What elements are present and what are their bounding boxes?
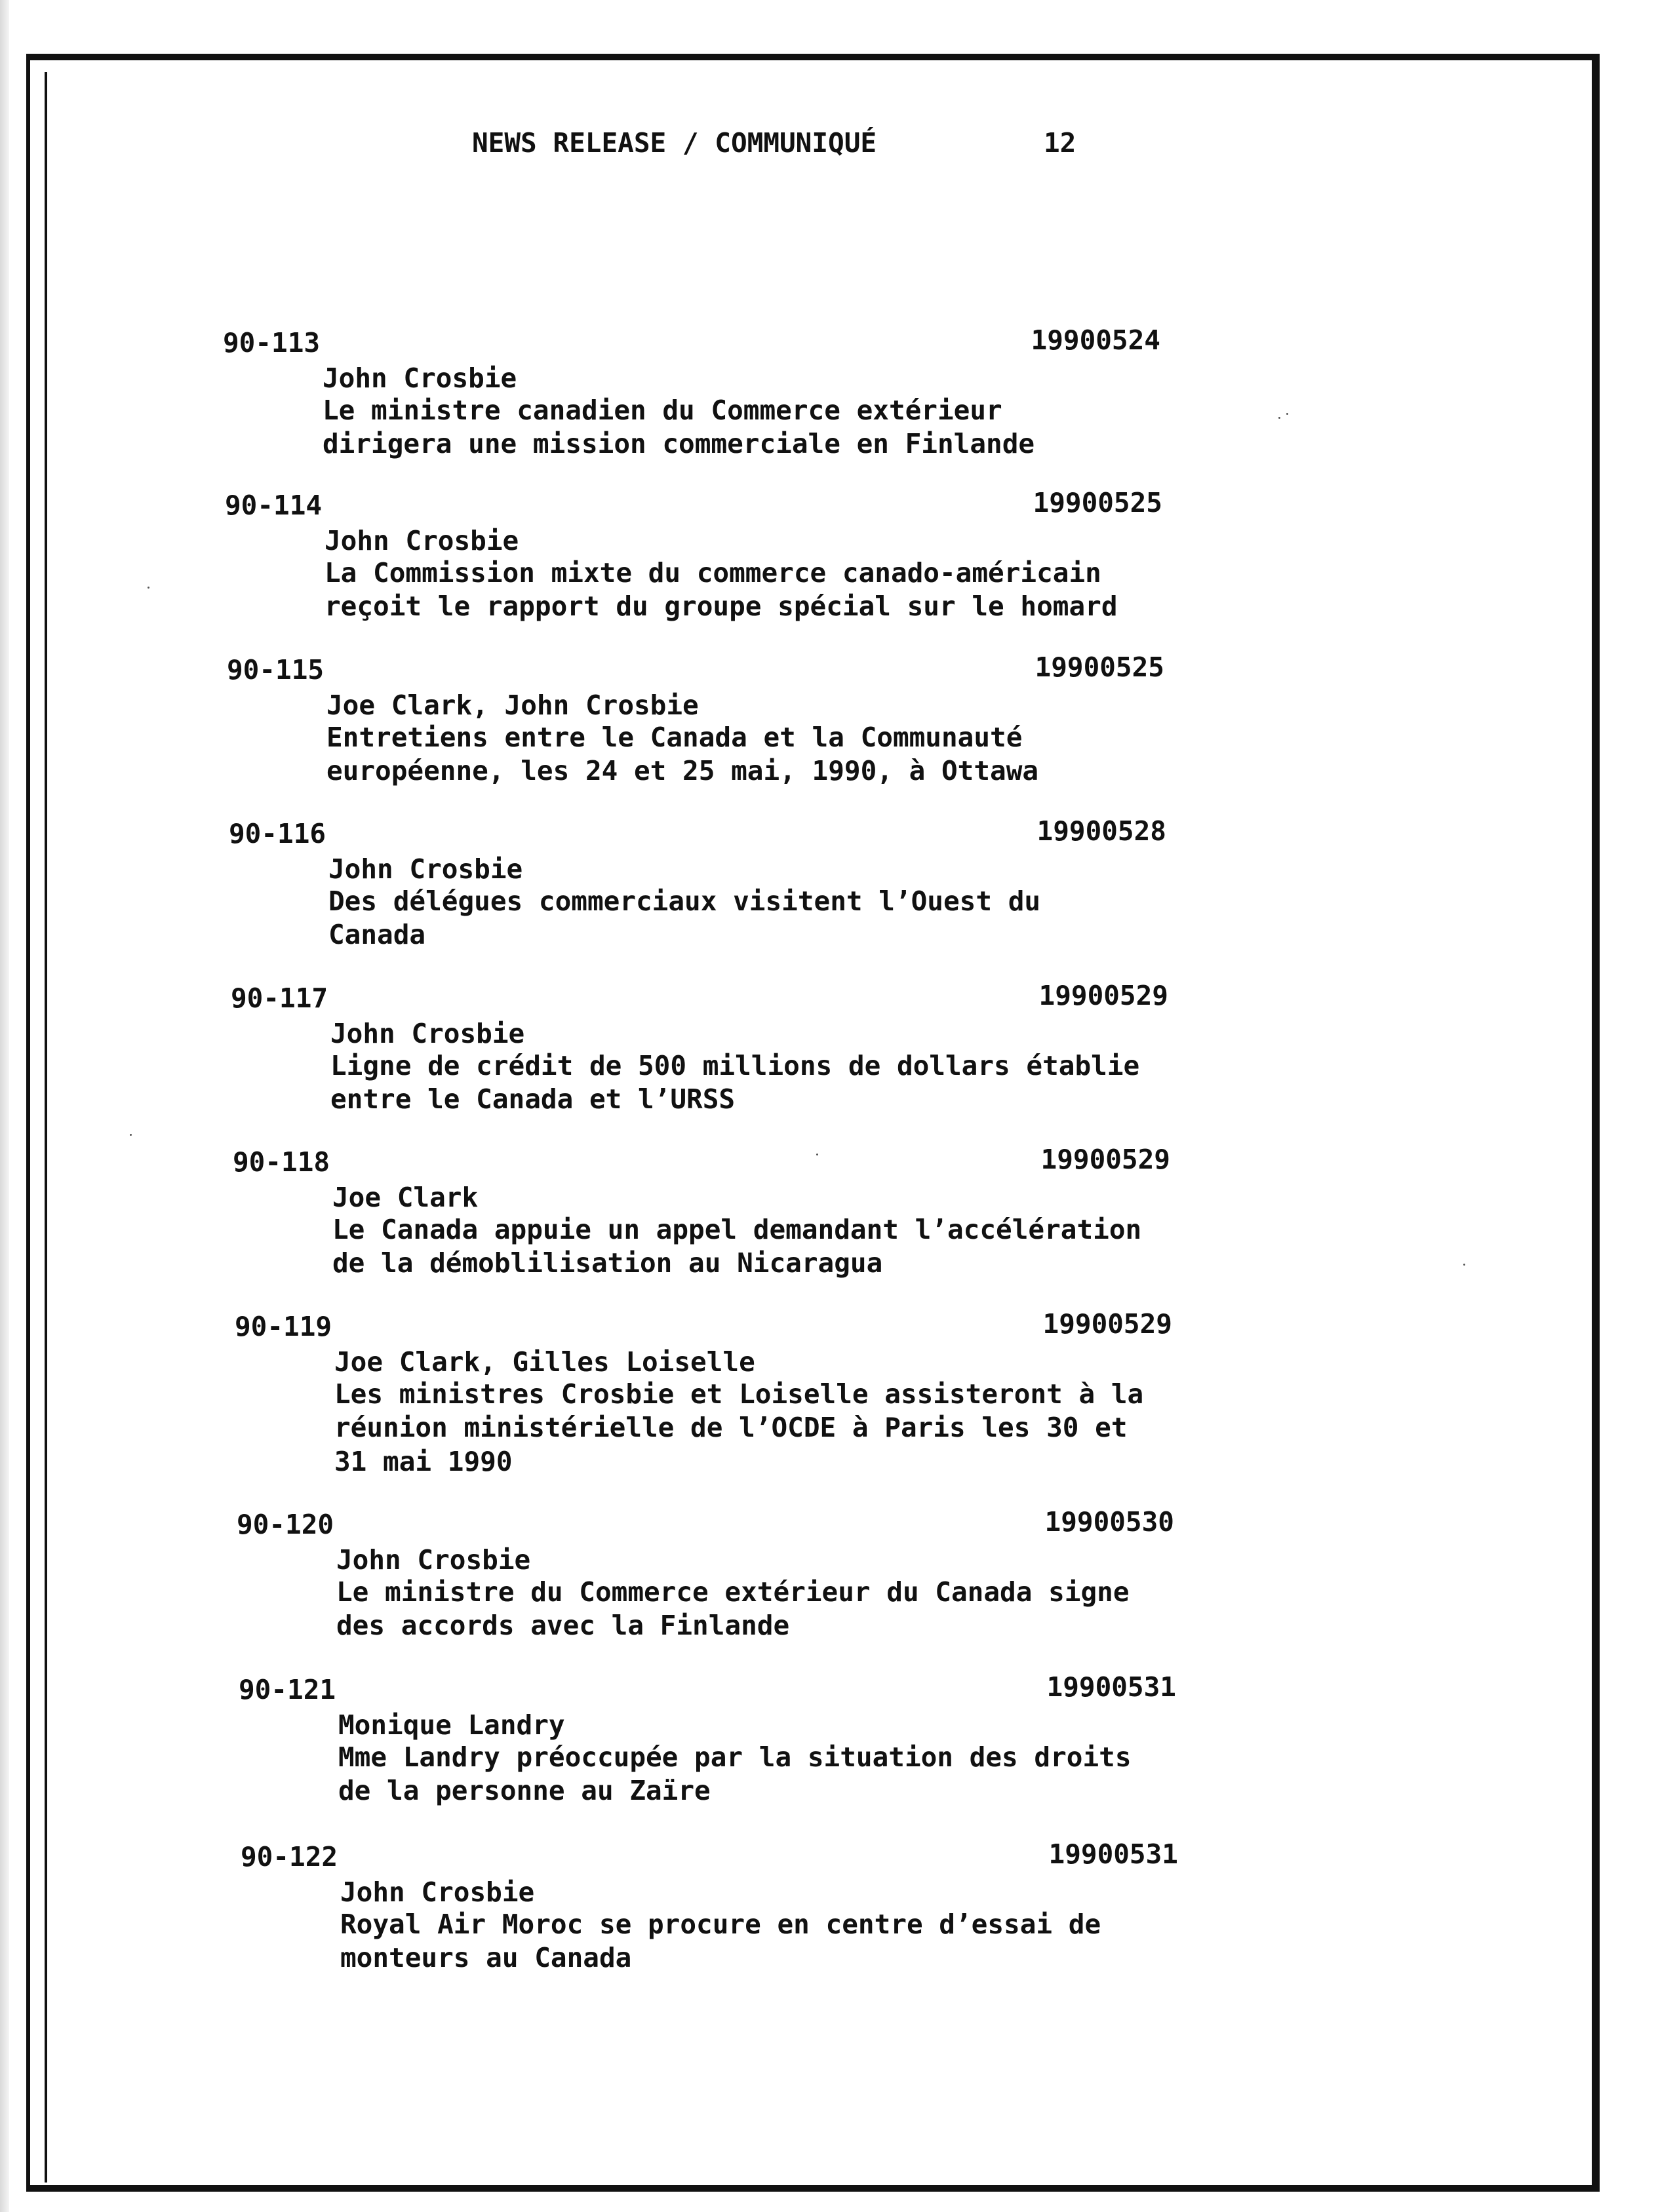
release-title-line: La Commission mixte du commerce canado-américain [325,557,1101,589]
header-title: NEWS RELEASE / COMMUNIQUÉ [472,127,877,159]
release-minister: John Crosbie [325,525,519,556]
release-minister: John Crosbie [323,362,517,394]
release-number: 90-121 [239,1674,336,1705]
release-title-line: Des délégues commerciaux visitent l’Ouest du [328,885,1041,917]
scan-speck [1463,1264,1465,1266]
release-date: 19900529 [1038,980,1168,1011]
release-number: 90-114 [225,490,323,521]
release-title-line: entre le Canada et l’URSS [330,1083,736,1115]
release-title-line: Mme Landry préoccupée par la situation des droits [338,1741,1132,1773]
release-number: 90-116 [229,818,326,849]
release-number: 90-113 [223,327,321,359]
release-minister: John Crosbie [340,1876,535,1908]
release-title-line: Le ministre du Commerce extérieur du Canada signe [336,1576,1130,1608]
release-title-line: des accords avec la Finlande [336,1610,790,1641]
release-date: 19900531 [1048,1838,1178,1870]
release-minister: John Crosbie [330,1018,525,1049]
release-title-line: Entretiens entre le Canada et la Communauté [326,722,1023,753]
release-date: 19900529 [1040,1144,1170,1175]
scan-speck [1278,417,1280,419]
release-minister: Joe Clark [332,1182,479,1213]
release-title-line: réunion ministérielle de l’OCDE à Paris les 30 et [334,1412,1128,1443]
scan-speck [148,587,149,589]
release-title-line: de la démoblilisation au Nicaragua [332,1247,883,1279]
release-title-line: monteurs au Canada [340,1942,632,1973]
release-number: 90-122 [241,1841,338,1872]
release-title-line: reçoit le rapport du groupe spécial sur le homard [325,591,1118,622]
release-title-line: Royal Air Moroc se procure en centre d’essai de [340,1909,1101,1940]
release-title-line: européenne, les 24 et 25 mai, 1990, à Ottawa [326,755,1039,786]
scan-speck [1286,413,1288,415]
release-title-line: Le ministre canadien du Commerce extérieur [323,395,1002,426]
release-date: 19900525 [1035,651,1164,683]
release-title-line: Les ministres Crosbie et Loiselle assisteront à la [334,1378,1144,1410]
release-minister: Joe Clark, Gilles Loiselle [334,1346,755,1378]
release-number: 90-120 [237,1509,334,1540]
page-header [472,127,1324,166]
release-date: 19900529 [1042,1308,1172,1340]
release-number: 90-119 [235,1311,332,1342]
release-title-line: dirigera une mission commerciale en Finlande [323,428,1035,459]
release-number: 90-117 [231,982,328,1014]
release-title-line: Le Canada appuie un appel demandant l’accélération [332,1214,1142,1245]
release-number: 90-118 [233,1146,330,1178]
release-date: 19900524 [1031,324,1160,356]
release-minister: Joe Clark, John Crosbie [326,689,699,721]
release-minister: Monique Landry [338,1709,565,1741]
release-number: 90-115 [227,654,325,686]
release-title-line: 31 mai 1990 [334,1446,513,1477]
scan-speck [816,1154,818,1155]
release-title-line: Canada [328,919,426,950]
release-date: 19900531 [1046,1671,1176,1703]
release-minister: John Crosbie [336,1544,531,1576]
scan-speck [130,1134,132,1136]
release-date: 19900525 [1033,487,1162,518]
page-number: 12 [1044,127,1076,159]
release-date: 19900528 [1036,815,1166,847]
release-date: 19900530 [1044,1506,1174,1538]
release-minister: John Crosbie [328,853,523,885]
page-edge-shadow [0,0,9,2212]
release-title-line: Ligne de crédit de 500 millions de dollars établie [330,1050,1140,1081]
release-title-line: de la personne au Zaïre [338,1775,711,1806]
